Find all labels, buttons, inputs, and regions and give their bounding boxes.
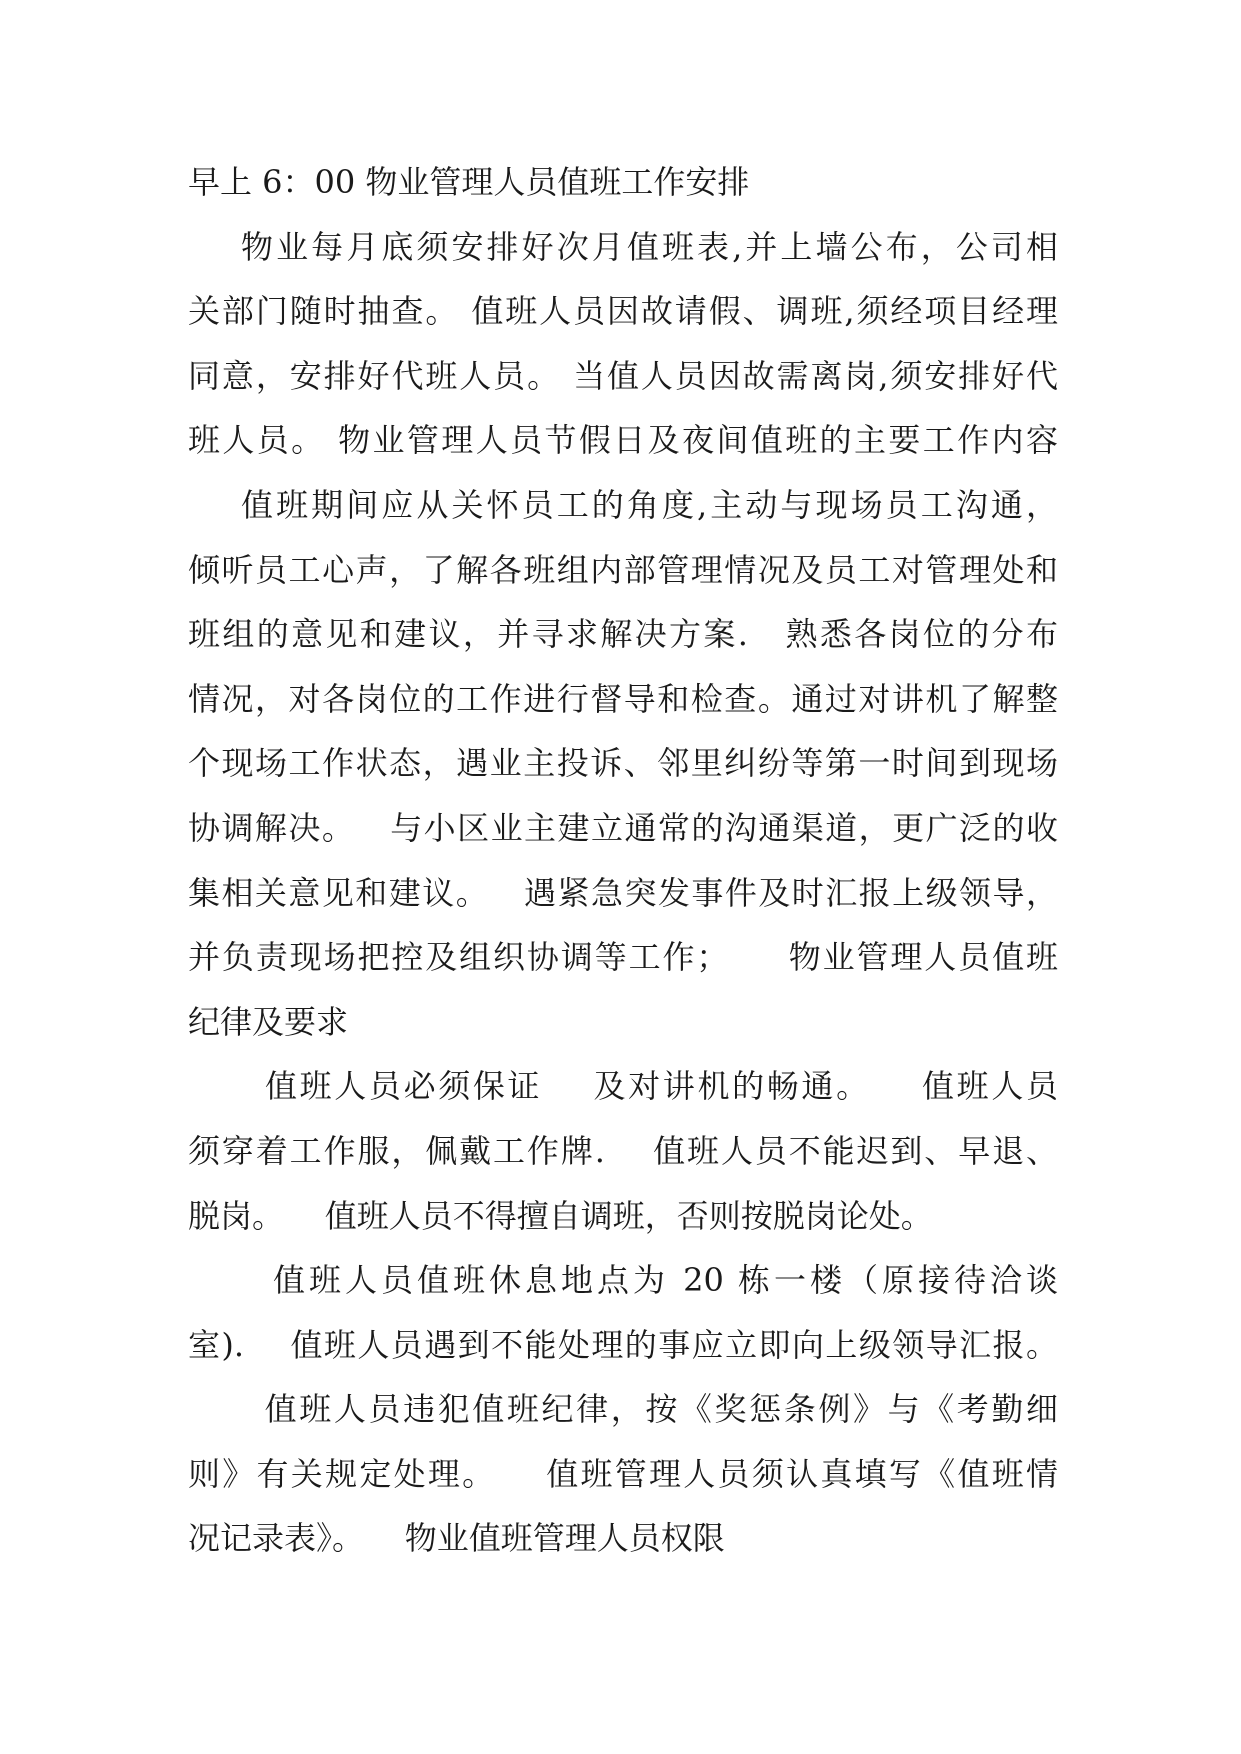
text-line: 关部门随时抽查。 值班人员因故请假、调班,须经项目经理 (188, 292, 1058, 331)
text-line: 物业每月底须安排好次月值班表,并上墙公布，公司相 (188, 227, 1058, 266)
text-line: 班人员。 物业管理人员节假日及夜间值班的主要工作内容 (188, 421, 1058, 460)
text-line: 须穿着工作服，佩戴工作牌. 值班人员不能迟到、早退、 (188, 1131, 1058, 1170)
text-line: 况记录表》。 物业值班管理人员权限 (188, 1519, 725, 1558)
text-line: 班组的意见和建议，并寻求解决方案. 熟悉各岗位的分布 (188, 615, 1058, 654)
text-line: 值班人员违犯值班纪律，按《奖惩条例》与《考勤细 (188, 1390, 1058, 1429)
text-line: 情况，对各岗位的工作进行督导和检查。通过对讲机了解整 (188, 679, 1058, 718)
text-line: 同意，安排好代班人员。 当值人员因故需离岗,须安排好代 (188, 356, 1058, 395)
document-body (188, 150, 1058, 1571)
text-line: 并负责现场把控及组织协调等工作； 物业管理人员值班 (188, 938, 1058, 977)
text-line: 纪律及要求 (188, 1002, 349, 1041)
text-line: 值班人员值班休息地点为 20 栋一楼（原接待洽谈 (188, 1261, 1058, 1300)
text-line: 值班期间应从关怀员工的角度,主动与现场员工沟通， (188, 485, 1058, 524)
text-line: 倾听员工心声，了解各班组内部管理情况及员工对管理处和 (188, 550, 1058, 589)
text-line: 室). 值班人员遇到不能处理的事应立即向上级领导汇报。 (188, 1325, 1058, 1364)
text-line: 脱岗。 值班人员不得擅自调班，否则按脱岗论处。 (188, 1196, 933, 1235)
text-line: 协调解决。 与小区业主建立通常的沟通渠道，更广泛的收 (188, 808, 1058, 847)
text-line: 早上 6：00 物业管理人员值班工作安排 (188, 163, 750, 201)
text-line: 个现场工作状态，遇业主投诉、邻里纠纷等第一时间到现场 (188, 744, 1058, 783)
text-line: 则》有关规定处理。 值班管理人员须认真填写《值班情 (188, 1454, 1058, 1493)
text-line: 集相关意见和建议。 遇紧急突发事件及时汇报上级领导， (188, 873, 1058, 912)
text-line: 值班人员必须保证 及对讲机的畅通。 值班人员 (188, 1067, 1058, 1106)
